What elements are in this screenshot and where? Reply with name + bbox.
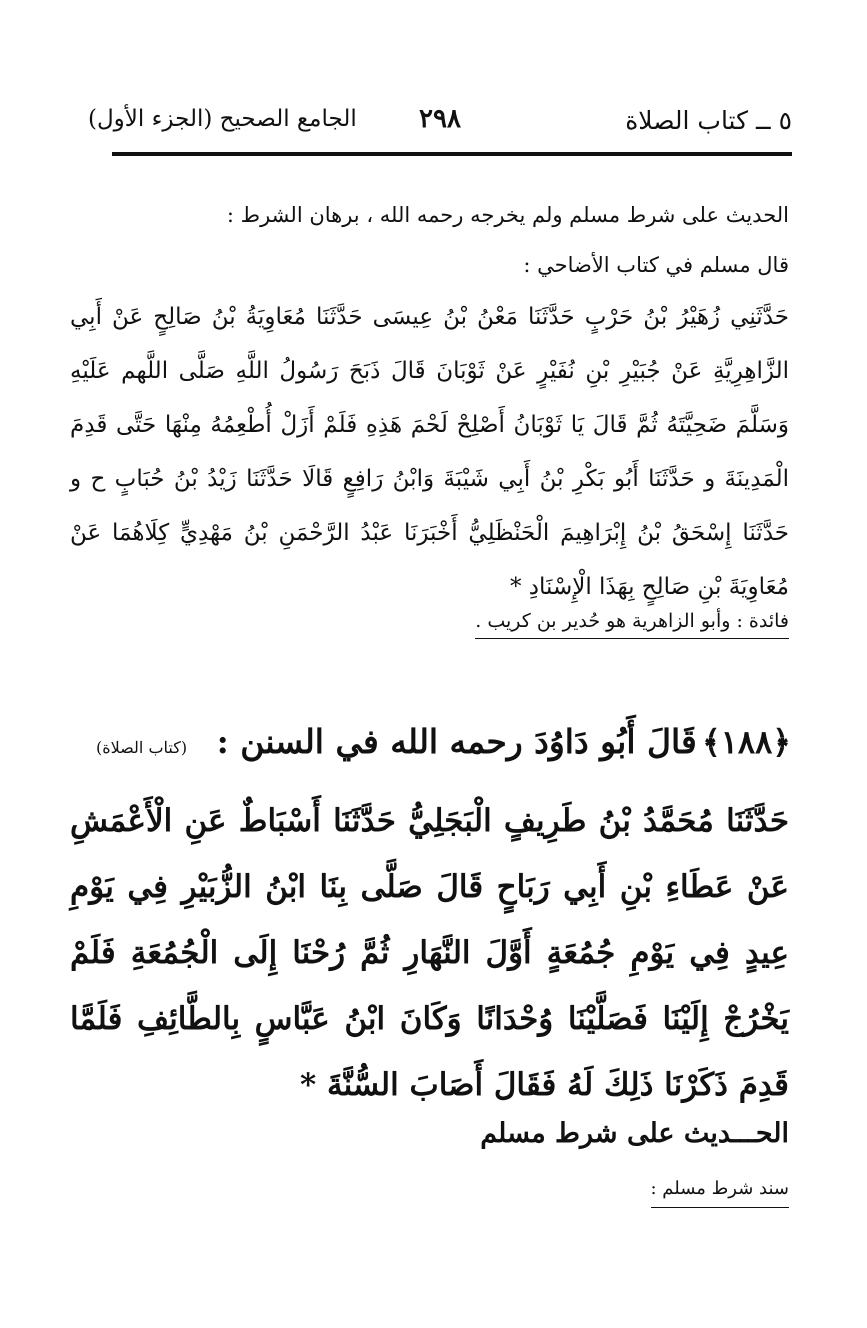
book-title: الجامع الصحيح (الجزء الأول) (88, 106, 357, 132)
hadith-lead: قَالَ أَبُو دَاوُدَ رحمه الله في السنن : (216, 722, 697, 761)
footnote-section (70, 190, 789, 614)
hadith-heading (96, 722, 791, 782)
running-header (88, 98, 792, 148)
header-rule (112, 152, 792, 156)
hadith-number: ﴿١٨٨﴾ (701, 723, 791, 761)
faida-note: فائدة : وأبو الزاهرية هو حُدير بن كريب . (475, 610, 789, 639)
page-number: ٢٩٨ (419, 104, 461, 134)
hadith-source-tag: (كتاب الصلاة) (96, 738, 188, 757)
chapter-title: ٥ ــ كتاب الصلاة (625, 106, 792, 135)
note-line-1: الحديث على شرط مسلم ولم يخرجه رحمه الله ، برهان الشرط : (226, 203, 789, 227)
hadith-verdict: الحـــديث على شرط مسلم (480, 1118, 789, 1149)
note-isnad: حَدَّثَنِي زُهَيْرُ بْنُ حَرْبٍ حَدَّثَنَا مَعْنُ بْنُ عِيسَى حَدَّثَنَا مُعَاوِيَةُ بْنُ صَالِحٍ عَنْ أَبِي الزَّاهِرِيَّةِ عَنْ جُبَيْرِ بْنِ نُفَيْرٍ عَنْ ثَوْبَانَ قَالَ ذَبَحَ رَسُولُ اللَّهِ صَلَّى اللَّهم عَلَيْهِ وَسَلَّمَ ضَحِيَّتَهُ ثُمَّ قَالَ يَا ثَوْبَانُ أَصْلِحْ لَحْمَ هَذِهِ فَلَمْ أَزَلْ أُطْعِمُهُ مِنْهَا حَتَّى قَدِمَ الْمَدِينَةَ و حَدَّثَنَا أَبُو بَكْرِ بْنُ أَبِي شَيْبَةَ وَابْنُ رَافِعٍ قَالَا حَدَّثَنَا زَيْدُ بْنُ حُبَابٍ ح و حَدَّثَنَا إِسْحَقُ بْنُ إِبْرَاهِيمَ الْحَنْظَلِيُّ أَخْبَرَنَا عَبْدُ الرَّحْمَنِ بْنُ مَهْدِيٍّ كِلَاهُمَا عَنْ مُعَاوِيَةَ بْنِ صَالِحٍ بِهَذَا الْإِسْنَادِ * (70, 304, 789, 600)
note-line-2: قال مسلم في كتاب الأضاحي : (523, 253, 789, 277)
sanad-label: سند شرط مسلم : (651, 1178, 790, 1208)
hadith-text: حَدَّثَنَا مُحَمَّدُ بْنُ طَرِيفٍ الْبَجَلِيُّ حَدَّثَنَا أَسْبَاطٌ عَنِ الْأَعْمَشِ عَنْ عَطَاءِ بْنِ أَبِي رَبَاحٍ قَالَ صَلَّى بِنَا ابْنُ الزُّبَيْرِ فِي يَوْمِ عِيدٍ فِي يَوْمِ جُمُعَةٍ أَوَّلَ النَّهَارِ ثُمَّ رُحْنَا إِلَى الْجُمُعَةِ فَلَمْ يَخْرُجْ إِلَيْنَا فَصَلَّيْنَا وُحْدَانًا وَكَانَ ابْنُ عَبَّاسٍ بِالطَّائِفِ فَلَمَّا قَدِمَ ذَكَرْنَا ذَلِكَ لَهُ فَقَالَ أَصَابَ السُّنَّةَ * (70, 803, 789, 1103)
